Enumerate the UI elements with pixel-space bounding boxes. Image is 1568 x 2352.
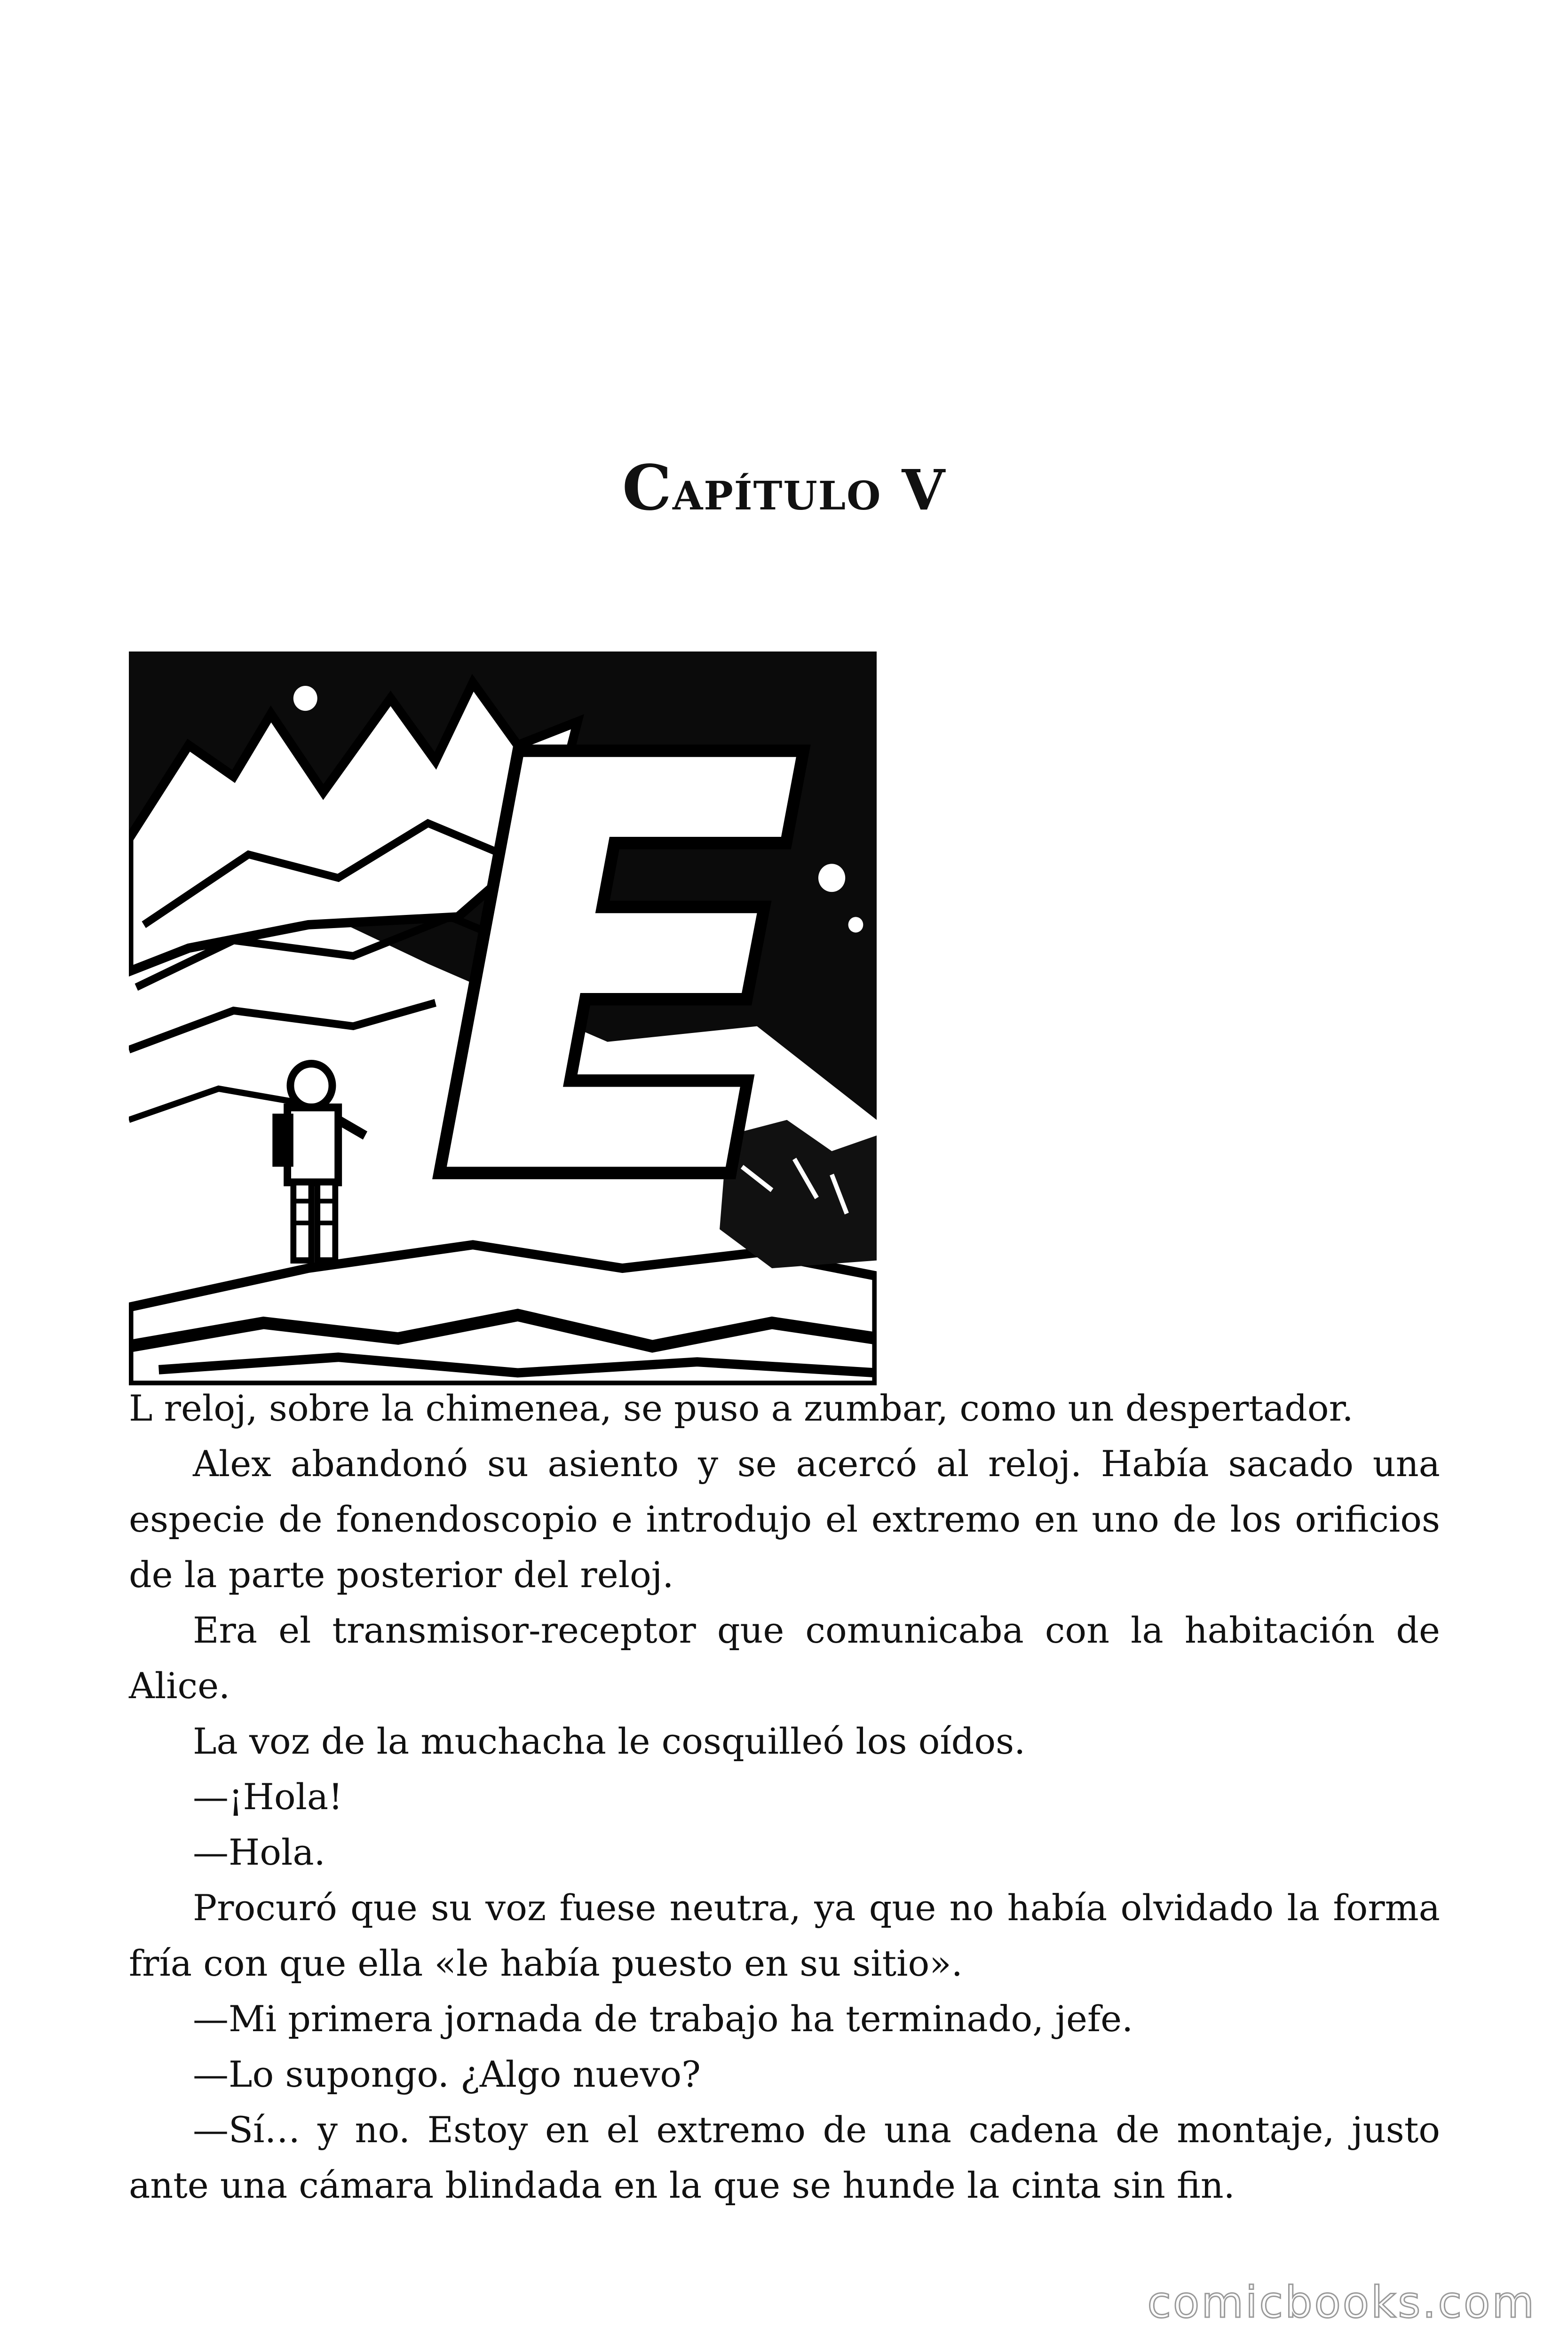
paragraph: —¡Hola! — [193, 1776, 343, 1818]
paragraph: L reloj, sobre la chimenea, se puso a zumbar, como un despertador. — [129, 1387, 1354, 1429]
drop-cap-illustration — [129, 652, 877, 1385]
paragraph: Procuró que su voz fuese neutra, ya que no había olvidado la forma fría con que ella «le había puesto en su sitio». — [129, 1887, 1440, 1984]
watermark: comicbooks.com — [1147, 2277, 1536, 2328]
chapter-title — [0, 452, 1568, 524]
paragraph: —Hola. — [193, 1831, 325, 1873]
paragraph: —Lo supongo. ¿Algo nuevo? — [193, 2053, 701, 2095]
chapter-number: V — [902, 457, 946, 523]
chapter-title-initial: C — [622, 452, 673, 524]
paragraph: —Sí… y no. Estoy en el extremo de una cadena de montaje, justo ante una cámara blindada en la que se hunde la cinta sin fin. — [129, 2109, 1440, 2206]
chapter-title-word: apítulo — [672, 457, 882, 523]
paragraph: Era el transmisor-receptor que comunicaba con la habitación de Alice. — [129, 1609, 1440, 1707]
body-text — [129, 1381, 1440, 2213]
paragraph: La voz de la muchacha le cosquilleó los oídos. — [193, 1720, 1026, 1762]
moon-icon — [293, 686, 317, 711]
paragraph: Alex abandonó su asiento y se acercó al reloj. Había sacado una especie de fonendoscopio e introdujo el extremo en uno de los orificios de la parte posterior del reloj. — [129, 1443, 1440, 1596]
paragraph: —Mi primera jornada de trabajo ha terminado, jefe. — [193, 1998, 1133, 2040]
drop-cap-letter: E — [435, 652, 803, 1300]
